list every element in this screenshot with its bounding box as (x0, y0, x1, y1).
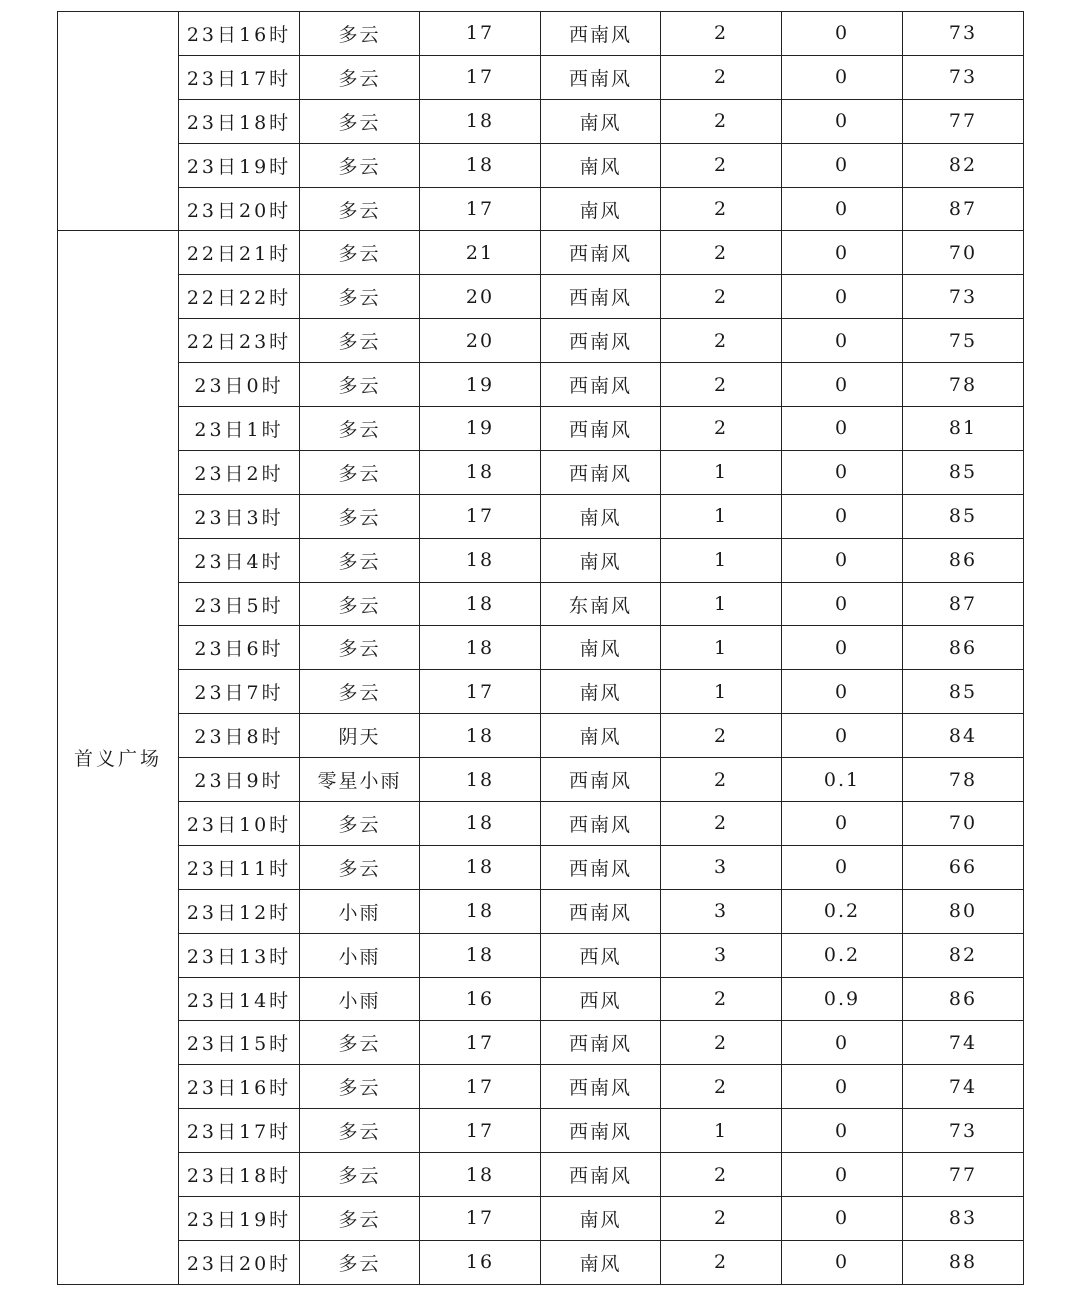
time-cell: 23日9时 (179, 758, 300, 802)
temperature-cell: 21 (420, 231, 541, 275)
wind-level-cell: 3 (661, 889, 782, 933)
weather-cell: 多云 (300, 231, 420, 275)
time-cell: 23日12时 (179, 889, 300, 933)
weather-cell: 多云 (300, 319, 420, 363)
temperature-cell: 17 (420, 1065, 541, 1109)
wind-level-cell: 2 (661, 714, 782, 758)
temperature-cell: 18 (420, 845, 541, 889)
wind-level-cell: 2 (661, 802, 782, 846)
humidity-cell: 83 (903, 1197, 1024, 1241)
precipitation-cell: 0 (782, 1240, 903, 1284)
table-row (58, 363, 1024, 407)
wind-direction-cell: 西南风 (541, 802, 661, 846)
weather-cell: 多云 (300, 99, 420, 143)
wind-level-cell: 1 (661, 494, 782, 538)
precipitation-cell: 0 (782, 99, 903, 143)
time-cell: 23日17时 (179, 1109, 300, 1153)
humidity-cell: 87 (903, 187, 1024, 231)
humidity-cell: 73 (903, 1109, 1024, 1153)
table-row (58, 538, 1024, 582)
weather-cell: 小雨 (300, 933, 420, 977)
time-cell: 23日20时 (179, 187, 300, 231)
time-cell: 23日19时 (179, 143, 300, 187)
temperature-cell: 18 (420, 758, 541, 802)
table-row (58, 1109, 1024, 1153)
wind-level-cell: 2 (661, 758, 782, 802)
precipitation-cell: 0 (782, 714, 903, 758)
precipitation-cell: 0 (782, 231, 903, 275)
humidity-cell: 86 (903, 538, 1024, 582)
time-cell: 23日4时 (179, 538, 300, 582)
weather-cell: 多云 (300, 538, 420, 582)
wind-direction-cell: 南风 (541, 538, 661, 582)
precipitation-cell: 0 (782, 450, 903, 494)
temperature-cell: 18 (420, 802, 541, 846)
time-cell: 22日23时 (179, 319, 300, 363)
wind-level-cell: 2 (661, 1065, 782, 1109)
location-cell (58, 12, 179, 231)
wind-direction-cell: 西南风 (541, 1065, 661, 1109)
weather-cell: 多云 (300, 1109, 420, 1153)
temperature-cell: 18 (420, 538, 541, 582)
table-row (58, 187, 1024, 231)
wind-direction-cell: 南风 (541, 494, 661, 538)
time-cell: 23日8时 (179, 714, 300, 758)
wind-level-cell: 2 (661, 275, 782, 319)
humidity-cell: 77 (903, 1153, 1024, 1197)
table-row (58, 889, 1024, 933)
humidity-cell: 74 (903, 1065, 1024, 1109)
temperature-cell: 18 (420, 626, 541, 670)
time-cell: 23日11时 (179, 845, 300, 889)
temperature-cell: 18 (420, 450, 541, 494)
temperature-cell: 18 (420, 889, 541, 933)
time-cell: 23日19时 (179, 1197, 300, 1241)
wind-level-cell: 2 (661, 231, 782, 275)
weather-cell: 多云 (300, 802, 420, 846)
precipitation-cell: 0 (782, 55, 903, 99)
weather-cell: 多云 (300, 1197, 420, 1241)
humidity-cell: 88 (903, 1240, 1024, 1284)
precipitation-cell: 0 (782, 1153, 903, 1197)
temperature-cell: 19 (420, 363, 541, 407)
temperature-cell: 18 (420, 714, 541, 758)
humidity-cell: 86 (903, 626, 1024, 670)
wind-level-cell: 1 (661, 670, 782, 714)
time-cell: 23日7时 (179, 670, 300, 714)
wind-level-cell: 2 (661, 1153, 782, 1197)
precipitation-cell: 0 (782, 494, 903, 538)
precipitation-cell: 0.9 (782, 977, 903, 1021)
wind-level-cell: 2 (661, 187, 782, 231)
time-cell: 23日17时 (179, 55, 300, 99)
table-row (58, 231, 1024, 275)
wind-level-cell: 2 (661, 1240, 782, 1284)
wind-direction-cell: 南风 (541, 143, 661, 187)
humidity-cell: 73 (903, 275, 1024, 319)
wind-direction-cell: 西南风 (541, 55, 661, 99)
table-row (58, 1021, 1024, 1065)
time-cell: 23日10时 (179, 802, 300, 846)
humidity-cell: 70 (903, 802, 1024, 846)
weather-cell: 小雨 (300, 889, 420, 933)
precipitation-cell: 0 (782, 1109, 903, 1153)
wind-level-cell: 2 (661, 363, 782, 407)
table-row (58, 143, 1024, 187)
wind-direction-cell: 西南风 (541, 1153, 661, 1197)
temperature-cell: 18 (420, 582, 541, 626)
time-cell: 23日18时 (179, 1153, 300, 1197)
wind-direction-cell: 西南风 (541, 845, 661, 889)
table-row (58, 494, 1024, 538)
precipitation-cell: 0 (782, 582, 903, 626)
wind-level-cell: 2 (661, 1021, 782, 1065)
weather-cell: 小雨 (300, 977, 420, 1021)
humidity-cell: 78 (903, 363, 1024, 407)
humidity-cell: 84 (903, 714, 1024, 758)
wind-direction-cell: 西南风 (541, 275, 661, 319)
humidity-cell: 66 (903, 845, 1024, 889)
temperature-cell: 17 (420, 55, 541, 99)
location-cell: 首义广场 (58, 231, 179, 1284)
wind-direction-cell: 西南风 (541, 407, 661, 451)
humidity-cell: 73 (903, 12, 1024, 56)
wind-direction-cell: 西南风 (541, 319, 661, 363)
temperature-cell: 16 (420, 1240, 541, 1284)
table-row (58, 319, 1024, 363)
wind-level-cell: 1 (661, 538, 782, 582)
wind-direction-cell: 东南风 (541, 582, 661, 626)
table-row (58, 407, 1024, 451)
wind-direction-cell: 南风 (541, 670, 661, 714)
table-row (58, 450, 1024, 494)
weather-cell: 多云 (300, 626, 420, 670)
temperature-cell: 18 (420, 99, 541, 143)
table-body (58, 12, 1024, 1285)
humidity-cell: 74 (903, 1021, 1024, 1065)
precipitation-cell: 0 (782, 670, 903, 714)
precipitation-cell: 0 (782, 1065, 903, 1109)
table-row (58, 1197, 1024, 1241)
precipitation-cell: 0 (782, 275, 903, 319)
precipitation-cell: 0 (782, 12, 903, 56)
time-cell: 22日21时 (179, 231, 300, 275)
wind-direction-cell: 西南风 (541, 758, 661, 802)
temperature-cell: 17 (420, 1197, 541, 1241)
weather-cell: 多云 (300, 55, 420, 99)
time-cell: 23日20时 (179, 1240, 300, 1284)
time-cell: 23日2时 (179, 450, 300, 494)
wind-direction-cell: 南风 (541, 187, 661, 231)
time-cell: 23日16时 (179, 12, 300, 56)
humidity-cell: 75 (903, 319, 1024, 363)
weather-cell: 多云 (300, 670, 420, 714)
humidity-cell: 81 (903, 407, 1024, 451)
table-row (58, 714, 1024, 758)
temperature-cell: 18 (420, 1153, 541, 1197)
wind-level-cell: 2 (661, 99, 782, 143)
humidity-cell: 80 (903, 889, 1024, 933)
precipitation-cell: 0.1 (782, 758, 903, 802)
precipitation-cell: 0 (782, 407, 903, 451)
humidity-cell: 82 (903, 933, 1024, 977)
wind-direction-cell: 西南风 (541, 363, 661, 407)
time-cell: 23日15时 (179, 1021, 300, 1065)
weather-cell: 多云 (300, 363, 420, 407)
weather-cell: 阴天 (300, 714, 420, 758)
weather-cell: 多云 (300, 1153, 420, 1197)
wind-direction-cell: 南风 (541, 1197, 661, 1241)
weather-cell: 多云 (300, 275, 420, 319)
wind-level-cell: 2 (661, 977, 782, 1021)
precipitation-cell: 0 (782, 538, 903, 582)
table-row (58, 1240, 1024, 1284)
wind-level-cell: 2 (661, 407, 782, 451)
precipitation-cell: 0 (782, 363, 903, 407)
humidity-cell: 86 (903, 977, 1024, 1021)
weather-cell: 多云 (300, 1065, 420, 1109)
wind-direction-cell: 西南风 (541, 1021, 661, 1065)
precipitation-cell: 0 (782, 845, 903, 889)
table-row (58, 55, 1024, 99)
wind-level-cell: 3 (661, 845, 782, 889)
table-row (58, 12, 1024, 56)
table-row (58, 626, 1024, 670)
wind-direction-cell: 西南风 (541, 1109, 661, 1153)
table-row (58, 670, 1024, 714)
wind-direction-cell: 西南风 (541, 889, 661, 933)
table-row (58, 758, 1024, 802)
temperature-cell: 18 (420, 143, 541, 187)
humidity-cell: 73 (903, 55, 1024, 99)
weather-cell: 多云 (300, 450, 420, 494)
temperature-cell: 16 (420, 977, 541, 1021)
time-cell: 23日13时 (179, 933, 300, 977)
wind-level-cell: 3 (661, 933, 782, 977)
table-row (58, 802, 1024, 846)
wind-level-cell: 2 (661, 1197, 782, 1241)
table-row (58, 582, 1024, 626)
wind-direction-cell: 西南风 (541, 231, 661, 275)
precipitation-cell: 0 (782, 1197, 903, 1241)
wind-direction-cell: 西风 (541, 977, 661, 1021)
precipitation-cell: 0.2 (782, 933, 903, 977)
precipitation-cell: 0 (782, 802, 903, 846)
precipitation-cell: 0 (782, 143, 903, 187)
precipitation-cell: 0 (782, 319, 903, 363)
humidity-cell: 87 (903, 582, 1024, 626)
humidity-cell: 77 (903, 99, 1024, 143)
temperature-cell: 17 (420, 12, 541, 56)
table-row (58, 977, 1024, 1021)
temperature-cell: 17 (420, 1109, 541, 1153)
humidity-cell: 78 (903, 758, 1024, 802)
table-row (58, 275, 1024, 319)
wind-level-cell: 2 (661, 319, 782, 363)
wind-direction-cell: 西风 (541, 933, 661, 977)
table-row (58, 1065, 1024, 1109)
weather-cell: 多云 (300, 1021, 420, 1065)
time-cell: 23日18时 (179, 99, 300, 143)
time-cell: 23日14时 (179, 977, 300, 1021)
temperature-cell: 17 (420, 187, 541, 231)
weather-cell: 多云 (300, 12, 420, 56)
wind-level-cell: 2 (661, 55, 782, 99)
time-cell: 22日22时 (179, 275, 300, 319)
temperature-cell: 17 (420, 494, 541, 538)
table-row (58, 845, 1024, 889)
wind-level-cell: 1 (661, 450, 782, 494)
humidity-cell: 82 (903, 143, 1024, 187)
time-cell: 23日3时 (179, 494, 300, 538)
weather-cell: 多云 (300, 407, 420, 451)
humidity-cell: 85 (903, 450, 1024, 494)
weather-cell: 多云 (300, 845, 420, 889)
temperature-cell: 19 (420, 407, 541, 451)
precipitation-cell: 0 (782, 1021, 903, 1065)
time-cell: 23日5时 (179, 582, 300, 626)
wind-level-cell: 2 (661, 143, 782, 187)
weather-cell: 零星小雨 (300, 758, 420, 802)
wind-level-cell: 1 (661, 626, 782, 670)
time-cell: 23日6时 (179, 626, 300, 670)
precipitation-cell: 0.2 (782, 889, 903, 933)
wind-direction-cell: 南风 (541, 1240, 661, 1284)
weather-cell: 多云 (300, 187, 420, 231)
time-cell: 23日1时 (179, 407, 300, 451)
precipitation-cell: 0 (782, 626, 903, 670)
wind-direction-cell: 西南风 (541, 12, 661, 56)
weather-cell: 多云 (300, 494, 420, 538)
temperature-cell: 17 (420, 1021, 541, 1065)
humidity-cell: 70 (903, 231, 1024, 275)
weather-cell: 多云 (300, 582, 420, 626)
humidity-cell: 85 (903, 494, 1024, 538)
table-row (58, 99, 1024, 143)
temperature-cell: 20 (420, 275, 541, 319)
weather-cell: 多云 (300, 143, 420, 187)
temperature-cell: 18 (420, 933, 541, 977)
wind-direction-cell: 南风 (541, 99, 661, 143)
time-cell: 23日16时 (179, 1065, 300, 1109)
temperature-cell: 20 (420, 319, 541, 363)
time-cell: 23日0时 (179, 363, 300, 407)
wind-level-cell: 1 (661, 582, 782, 626)
table-row (58, 1153, 1024, 1197)
humidity-cell: 85 (903, 670, 1024, 714)
forecast-table (57, 11, 1024, 1285)
wind-direction-cell: 西南风 (541, 450, 661, 494)
precipitation-cell: 0 (782, 187, 903, 231)
wind-direction-cell: 南风 (541, 626, 661, 670)
weather-cell: 多云 (300, 1240, 420, 1284)
wind-level-cell: 1 (661, 1109, 782, 1153)
temperature-cell: 17 (420, 670, 541, 714)
wind-direction-cell: 南风 (541, 714, 661, 758)
wind-level-cell: 2 (661, 12, 782, 56)
table-row (58, 933, 1024, 977)
